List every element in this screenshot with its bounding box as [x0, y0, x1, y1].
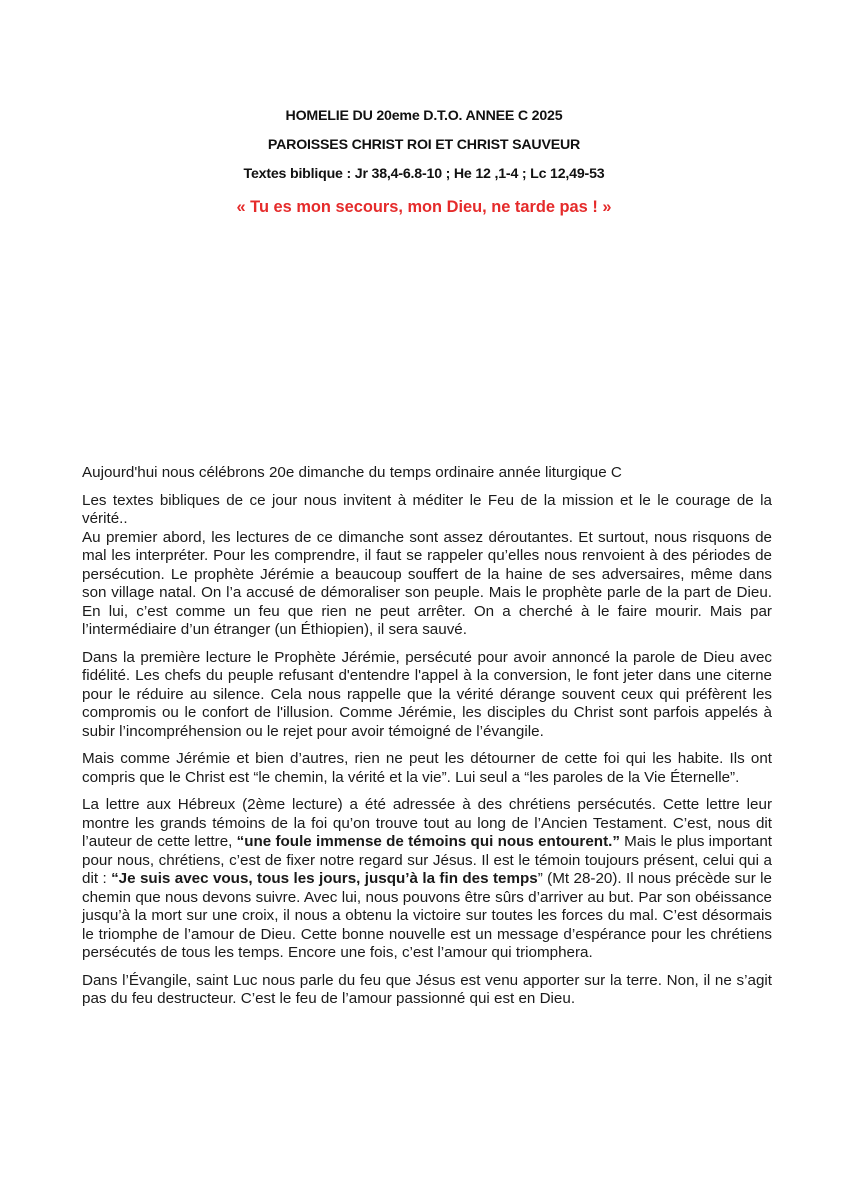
- homily-body: [82, 464, 772, 1018]
- paragraph-text: Mais le plus important pour nous, chrétiens, c’est de fixer notre regard sur Jésus. Il est le témoin toujours présent, celui qui a dit :: [82, 833, 772, 887]
- paragraph-text: Les textes bibliques de ce jour nous invitent à méditer le Feu de la mission et le le courage de la vérité..: [82, 491, 772, 527]
- paragraph-intro: Aujourd'hui nous célébrons 20e dimanche du temps ordinaire année liturgique C: [82, 464, 622, 481]
- paragraph-gospel: Dans l’Évangile, saint Luc nous parle du feu que Jésus est venu apporter sur la terre. Non, il ne s’agit pas du feu destructeur. C’est le feu de l’amour passionné qui est en Dieu.: [82, 971, 772, 1007]
- paragraph-text: ” (Mt 28-20). Il nous précède sur le chemin que nous devons suivre. Avec lui, nous pouvons être sûrs d’arriver au but. Par son obéissance jusqu’à la mort sur une croix, il nous a obtenu la victoire sur toutes les forces du mal. C’est désormais le triomphe de l’amour de Dieu. Cette bonne nouvelle est un message d’espérance pour les chrétiens persécutés de tous les temps. Encore une fois, c’est l’amour qui triomphera.: [82, 870, 772, 961]
- paragraph-faith: Mais comme Jérémie et bien d’autres, rien ne peut les détourner de cette foi qui les habite. Ils ont compris que le Christ est “le chemin, la vérité et la vie”. Lui seul a “les paroles de la Vie Éternelle”.: [82, 750, 772, 786]
- paragraph-first-reading: Dans la première lecture le Prophète Jérémie, persécuté pour avoir annoncé la parole de Dieu avec fidélité. Les chefs du peuple refusant d'entendre l'appel à la conversion, le font jeter dans une citerne pour le réduire au silence. Cela nous rappelle que la vérité dérange souvent ceux qui préfèrent les compromis ou le confort de l'illusion. Comme Jérémie, les disciples du Christ sont parfois appelés à subir l’incompréhension ou le rejet pour avoir témoigné de l’évangile.: [82, 648, 772, 740]
- parish-name: PAROISSES CHRIST ROI ET CHRIST SAUVEUR: [267, 137, 581, 153]
- homily-header: [0, 102, 848, 217]
- paragraph-readings-overview: [82, 492, 772, 640]
- homily-title: HOMELIE DU 20eme D.T.O. ANNEE C 2025: [285, 108, 563, 124]
- paragraph-second-reading: [82, 796, 772, 963]
- theme-quote: « Tu es mon secours, mon Dieu, ne tarde pas ! »: [236, 198, 612, 216]
- bible-references: Textes biblique : Jr 38,4-6.8-10 ; He 12 ,1-4 ; Lc 12,49-53: [243, 166, 605, 182]
- paragraph-text: La lettre aux Hébreux (2ème lecture) a été adressée à des chrétiens persécutés. Cette lettre leur montre les grands témoins de la foi qu’on trouve tout au long de l’Ancien Testament. C’est, nous dit l’auteur de cette lettre,: [82, 796, 772, 850]
- bold-quote: “une foule immense de témoins qui nous entourent.”: [236, 833, 620, 850]
- bold-quote: “Je suis avec vous, tous les jours, jusqu’à la fin des temps: [111, 870, 538, 887]
- paragraph-text: Au premier abord, les lectures de ce dimanche sont assez déroutantes. Et surtout, nous risquons de mal les interpréter. Pour les comprendre, il faut se rappeler qu’elles nous renvoient à des périodes de persécution. Le prophète Jérémie a beaucoup souffert de la haine de ses adversaires, même dans son village natal. On l’a accusé de démoraliser son peuple. Mais le prophète parle de la part de Dieu. En lui, c’est comme un feu que rien ne peut arrêter. On a cherché à le faire mourir. Mais par l’intermédiaire d’un étranger (un Éthiopien), il sera sauvé.: [82, 528, 772, 638]
